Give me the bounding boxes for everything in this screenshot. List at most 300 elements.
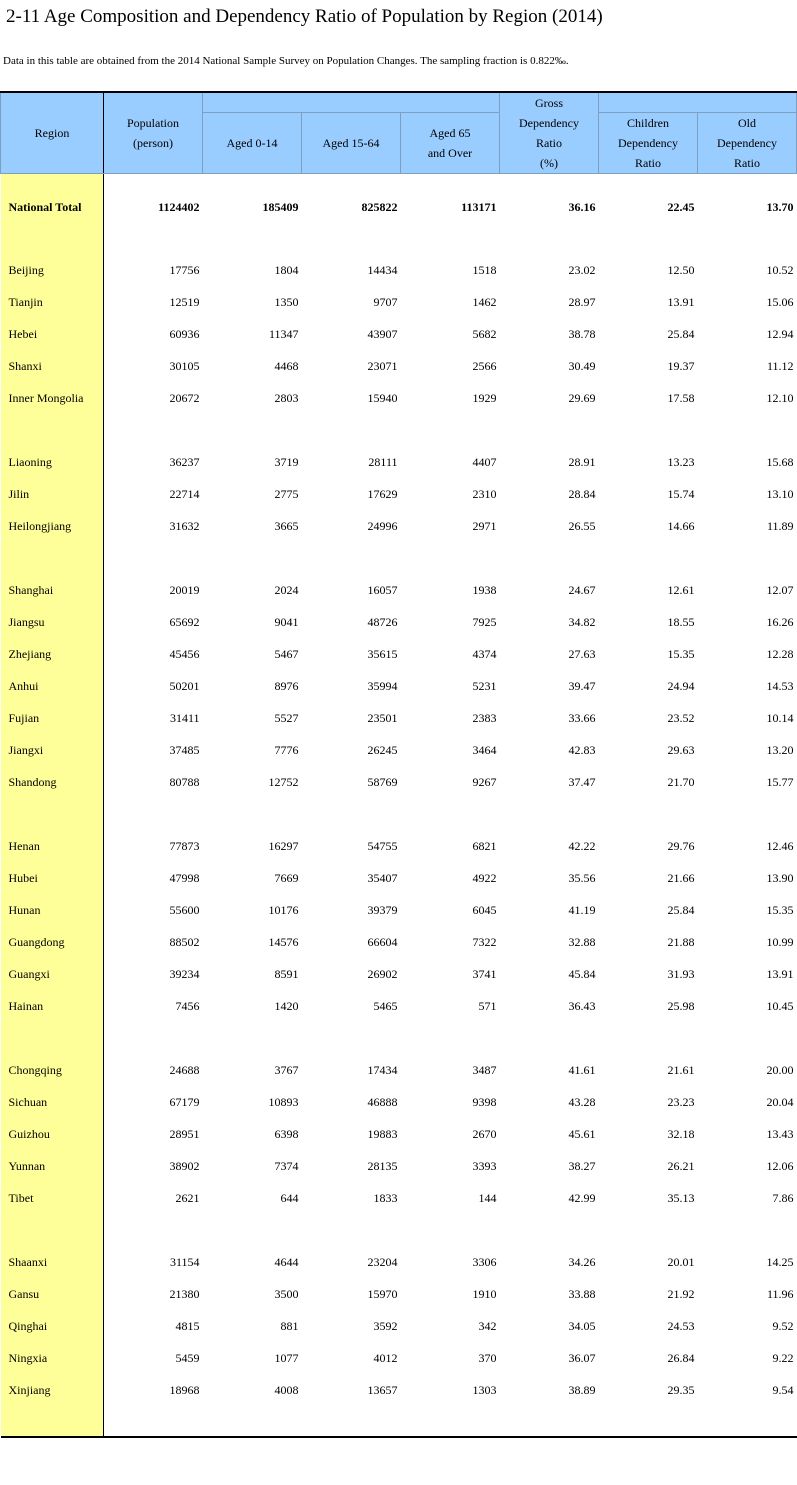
cell-aged-0-14: 5527 [274,710,299,725]
spacer-row [1,1406,797,1437]
spacer-cell [698,1406,797,1437]
cell-old-ratio: 11.96 [766,1286,794,1301]
cell-old-ratio: 10.99 [766,934,794,949]
cell-aged-65: 1303 [472,1382,497,1397]
table-row [1,1374,797,1406]
cell-gross-ratio: 26.55 [568,518,596,533]
spacer-cell [203,1022,302,1054]
cell-region: Sichuan [1,1086,104,1118]
table-row [1,1246,797,1278]
spacer-cell [104,798,203,830]
cell-aged-15-64: 66604 [367,934,398,949]
cell-population: 22714 [169,486,200,501]
cell-gross-ratio: 43.28 [568,1094,596,1109]
cell-old-ratio: 14.25 [766,1254,794,1269]
cell-aged-0-14: 3719 [274,454,299,469]
cell-aged-15-64: 54755 [367,838,398,853]
table-row [1,990,797,1022]
cell-children-ratio: 32.18 [667,1126,695,1141]
spacer-cell [104,1406,203,1437]
header-children-ratio [599,113,698,174]
cell-aged-65: 1462 [472,294,497,309]
cell-old-ratio: 13.91 [766,966,794,981]
cell-population: 24688 [169,1062,200,1077]
spacer-cell [500,1406,599,1437]
cell-region: Ningxia [1,1342,104,1374]
cell-children-ratio: 31.93 [667,966,695,981]
cell-region: Guizhou [1,1118,104,1150]
cell-old-ratio: 15.35 [766,902,794,917]
cell-population: 67179 [169,1094,200,1109]
cell-children-ratio: 18.55 [667,614,695,629]
cell-aged-65: 1518 [472,262,497,277]
cell-children-ratio: 23.23 [667,1094,695,1109]
cell-gross-ratio: 28.91 [568,454,596,469]
table-row [1,702,797,734]
cell-aged-0-14: 4468 [274,358,299,373]
spacer-cell [599,542,698,574]
spacer-row [1,240,797,254]
cell-region: Jiangsu [1,606,104,638]
cell-children-ratio: 20.01 [667,1254,695,1269]
spacer-cell [599,1406,698,1437]
header-gross-line3: Ratio [536,136,563,150]
cell-aged-15-64: 14434 [367,262,398,277]
header-children-line1: Children [627,116,670,130]
cell-children-ratio: 35.13 [667,1190,695,1205]
cell-aged-65: 5682 [472,326,497,341]
table-row [1,734,797,766]
cell-aged-0-14: 3665 [274,518,299,533]
cell-old-ratio: 13.10 [766,486,794,501]
cell-gross-ratio: 45.61 [568,1126,596,1141]
cell-old-ratio: 11.12 [766,358,794,373]
spacer-cell [698,1214,797,1246]
spacer-cell [104,1022,203,1054]
spacer-cell [500,1214,599,1246]
cell-aged-15-64: 825822 [361,199,398,214]
cell-old-ratio: 13.20 [766,742,794,757]
header-children-line2: Dependency [618,136,678,150]
cell-aged-0-14: 644 [280,1190,299,1205]
cell-region: Shanxi [1,350,104,382]
spacer-cell [302,798,401,830]
cell-population: 7456 [175,998,200,1013]
cell-population: 80788 [169,774,200,789]
cell-region: Xinjiang [1,1374,104,1406]
spacer-cell [302,1214,401,1246]
cell-children-ratio: 24.53 [667,1318,695,1333]
cell-aged-65: 3464 [472,742,497,757]
cell-children-ratio: 21.66 [667,870,695,885]
table-row [1,958,797,990]
cell-gross-ratio: 34.26 [568,1254,596,1269]
cell-aged-0-14: 7776 [274,742,299,757]
cell-aged-15-64: 9707 [373,294,398,309]
cell-old-ratio: 16.26 [766,614,794,629]
cell-old-ratio: 15.77 [766,774,794,789]
header-ratio-span [599,92,797,113]
table-body [1,174,797,1438]
cell-aged-0-14: 1420 [274,998,299,1013]
spacer-cell [599,414,698,446]
cell-aged-65: 2310 [472,486,497,501]
table-row [1,382,797,414]
spacer-cell [104,414,203,446]
header-old-ratio [698,113,797,174]
spacer-cell [401,542,500,574]
cell-old-ratio: 12.46 [766,838,794,853]
spacer-row [1,1022,797,1054]
spacer-cell [1,414,104,446]
cell-population: 12519 [169,294,200,309]
cell-region: Hunan [1,894,104,926]
cell-old-ratio: 10.45 [766,998,794,1013]
cell-aged-65: 2383 [472,710,497,725]
cell-aged-65: 2566 [472,358,497,373]
cell-region: Chongqing [1,1054,104,1086]
cell-old-ratio: 11.89 [766,518,794,533]
cell-gross-ratio: 23.02 [568,262,596,277]
cell-old-ratio: 14.53 [766,678,794,693]
spacer-cell [401,798,500,830]
cell-children-ratio: 13.23 [667,454,695,469]
header-children-line3: Ratio [635,156,662,170]
header-old-line1: Old [738,116,757,130]
table-row [1,766,797,798]
cell-gross-ratio: 36.16 [568,199,596,214]
cell-aged-0-14: 3767 [274,1062,299,1077]
cell-gross-ratio: 39.47 [568,678,596,693]
table-row [1,638,797,670]
cell-region: Hebei [1,318,104,350]
cell-aged-15-64: 5465 [373,998,398,1013]
cell-gross-ratio: 36.43 [568,998,596,1013]
spacer-cell [500,542,599,574]
table-row [1,1182,797,1214]
cell-population: 17756 [169,262,200,277]
cell-population: 60936 [169,326,200,341]
header-aged-0-14: Aged 0-14 [203,113,302,174]
spacer-cell [599,240,698,254]
header-region: Region [1,92,104,174]
spacer-cell [203,542,302,574]
cell-aged-65: 1938 [472,582,497,597]
cell-children-ratio: 29.63 [667,742,695,757]
table-header [1,92,797,174]
cell-population: 77873 [169,838,200,853]
cell-aged-0-14: 12752 [268,774,299,789]
table-note: Data in this table are obtained from the 2014 National Sample Survey on Population Changes. The sampling fraction is 0.822‰. [3,55,569,67]
header-aged-65-line1: Aged 65 [429,126,471,140]
cell-aged-15-64: 15940 [367,390,398,405]
cell-gross-ratio: 38.27 [568,1158,596,1173]
cell-aged-15-64: 17434 [367,1062,398,1077]
cell-aged-0-14: 1804 [274,262,299,277]
cell-children-ratio: 26.84 [667,1350,695,1365]
table-row [1,862,797,894]
spacer-cell [698,240,797,254]
cell-aged-15-64: 4012 [373,1350,398,1365]
cell-aged-0-14: 881 [280,1318,299,1333]
cell-old-ratio: 15.68 [766,454,794,469]
cell-aged-15-64: 17629 [367,486,398,501]
cell-gross-ratio: 36.07 [568,1350,596,1365]
cell-aged-65: 3487 [472,1062,497,1077]
cell-gross-ratio: 41.61 [568,1062,596,1077]
page-title: 2-11 Age Composition and Dependency Ratio of Population by Region (2014) [6,6,603,27]
cell-region: Beijing [1,254,104,286]
cell-old-ratio: 12.28 [766,646,794,661]
spacer-cell [1,1406,104,1437]
table-row [1,1310,797,1342]
cell-old-ratio: 12.06 [766,1158,794,1173]
cell-aged-0-14: 7669 [274,870,299,885]
cell-children-ratio: 15.74 [667,486,695,501]
cell-aged-65: 6045 [472,902,497,917]
cell-children-ratio: 14.66 [667,518,695,533]
cell-gross-ratio: 27.63 [568,646,596,661]
header-age-group-span [203,92,500,113]
cell-aged-65: 3393 [472,1158,497,1173]
spacer-cell [500,798,599,830]
cell-region: Jiangxi [1,734,104,766]
spacer-cell [302,240,401,254]
cell-aged-0-14: 14576 [268,934,299,949]
cell-children-ratio: 25.98 [667,998,695,1013]
cell-region: National Total [1,174,104,241]
cell-gross-ratio: 30.49 [568,358,596,373]
cell-aged-0-14: 5467 [274,646,299,661]
spacer-cell [302,542,401,574]
cell-aged-0-14: 185409 [262,199,299,214]
spacer-cell [698,542,797,574]
cell-population: 1124402 [158,199,200,214]
header-gross-line2: Dependency [519,116,579,130]
cell-population: 31154 [169,1254,200,1269]
cell-region: Inner Mongolia [1,382,104,414]
cell-old-ratio: 13.43 [766,1126,794,1141]
cell-population: 30105 [169,358,200,373]
cell-gross-ratio: 41.19 [568,902,596,917]
table-row [1,254,797,286]
cell-aged-0-14: 10176 [268,902,299,917]
cell-population: 45456 [169,646,200,661]
spacer-cell [500,240,599,254]
table-row [1,894,797,926]
cell-children-ratio: 15.35 [667,646,695,661]
cell-population: 65692 [169,614,200,629]
spacer-cell [302,1406,401,1437]
table-row [1,606,797,638]
cell-aged-15-64: 16057 [367,582,398,597]
cell-aged-15-64: 39379 [367,902,398,917]
cell-population: 18968 [169,1382,200,1397]
cell-aged-0-14: 16297 [268,838,299,853]
cell-population: 21380 [169,1286,200,1301]
cell-region: Qinghai [1,1310,104,1342]
header-aged-65 [401,113,500,174]
cell-region: Yunnan [1,1150,104,1182]
spacer-cell [203,1406,302,1437]
cell-aged-65: 5231 [472,678,497,693]
cell-region: Zhejiang [1,638,104,670]
cell-children-ratio: 19.37 [667,358,695,373]
cell-gross-ratio: 29.69 [568,390,596,405]
cell-children-ratio: 26.21 [667,1158,695,1173]
cell-aged-0-14: 9041 [274,614,299,629]
cell-region: Anhui [1,670,104,702]
cell-old-ratio: 9.22 [772,1350,794,1365]
spacer-row [1,542,797,574]
cell-children-ratio: 21.61 [667,1062,695,1077]
spacer-cell [203,1214,302,1246]
spacer-cell [401,1214,500,1246]
cell-aged-0-14: 1350 [274,294,299,309]
cell-old-ratio: 9.52 [772,1318,794,1333]
cell-region: Liaoning [1,446,104,478]
spacer-cell [104,240,203,254]
cell-gross-ratio: 32.88 [568,934,596,949]
table-row [1,926,797,958]
cell-gross-ratio: 33.88 [568,1286,596,1301]
cell-aged-15-64: 43907 [367,326,398,341]
cell-aged-65: 3306 [472,1254,497,1269]
header-gross-line4: (%) [540,156,559,170]
cell-aged-65: 2971 [472,518,497,533]
cell-region: Guangxi [1,958,104,990]
cell-aged-65: 370 [478,1350,497,1365]
cell-aged-15-64: 28135 [367,1158,398,1173]
cell-aged-15-64: 13657 [367,1382,398,1397]
spacer-cell [599,1022,698,1054]
cell-gross-ratio: 34.05 [568,1318,596,1333]
cell-region: Fujian [1,702,104,734]
cell-aged-65: 1910 [472,1286,497,1301]
cell-gross-ratio: 45.84 [568,966,596,981]
table-row-national-total [1,174,797,241]
cell-aged-15-64: 19883 [367,1126,398,1141]
spacer-cell [1,240,104,254]
cell-region: Hainan [1,990,104,1022]
cell-aged-65: 113171 [461,199,497,214]
spacer-row [1,798,797,830]
spacer-cell [203,798,302,830]
cell-aged-0-14: 11347 [268,326,299,341]
cell-gross-ratio: 42.83 [568,742,596,757]
spacer-cell [203,414,302,446]
table-row [1,318,797,350]
cell-region: Shaanxi [1,1246,104,1278]
cell-aged-65: 4922 [472,870,497,885]
cell-old-ratio: 10.14 [766,710,794,725]
cell-aged-0-14: 3500 [274,1286,299,1301]
population-table [0,91,797,1438]
table-row [1,286,797,318]
cell-population: 55600 [169,902,200,917]
table-row [1,670,797,702]
header-population-line2: (person) [133,136,173,150]
cell-old-ratio: 12.07 [766,582,794,597]
cell-children-ratio: 17.58 [667,390,695,405]
cell-population: 50201 [169,678,200,693]
cell-aged-65: 9267 [472,774,497,789]
cell-population: 31411 [169,710,200,725]
header-aged-65-line2: and Over [427,146,473,160]
cell-aged-15-64: 23071 [367,358,398,373]
cell-population: 2621 [175,1190,200,1205]
spacer-row [1,414,797,446]
spacer-cell [401,240,500,254]
cell-aged-0-14: 6398 [274,1126,299,1141]
table-row [1,510,797,542]
cell-children-ratio: 21.70 [667,774,695,789]
cell-old-ratio: 7.86 [772,1190,794,1205]
cell-aged-0-14: 7374 [274,1158,299,1173]
cell-children-ratio: 12.50 [667,262,695,277]
cell-aged-15-64: 1833 [373,1190,398,1205]
cell-aged-15-64: 35407 [367,870,398,885]
cell-old-ratio: 13.90 [766,870,794,885]
spacer-cell [401,1406,500,1437]
header-population-line1: Population [126,116,179,130]
cell-gross-ratio: 33.66 [568,710,596,725]
cell-aged-15-64: 23501 [367,710,398,725]
spacer-cell [500,414,599,446]
cell-aged-15-64: 46888 [367,1094,398,1109]
spacer-cell [401,1022,500,1054]
cell-aged-65: 7925 [472,614,497,629]
table-row [1,1150,797,1182]
cell-population: 4815 [175,1318,200,1333]
cell-aged-15-64: 28111 [368,454,398,469]
cell-children-ratio: 25.84 [667,902,695,917]
cell-aged-65: 2670 [472,1126,497,1141]
cell-gross-ratio: 28.84 [568,486,596,501]
table-row [1,1086,797,1118]
cell-population: 88502 [169,934,200,949]
cell-region: Gansu [1,1278,104,1310]
header-gross-ratio [500,92,599,174]
cell-aged-65: 144 [478,1190,497,1205]
cell-gross-ratio: 38.89 [568,1382,596,1397]
cell-population: 37485 [169,742,200,757]
cell-gross-ratio: 24.67 [568,582,596,597]
cell-aged-0-14: 4644 [274,1254,299,1269]
cell-old-ratio: 10.52 [766,262,794,277]
cell-gross-ratio: 37.47 [568,774,596,789]
header-old-line3: Ratio [734,156,761,170]
table-row [1,478,797,510]
cell-population: 20672 [169,390,200,405]
cell-population: 20019 [169,582,200,597]
cell-aged-0-14: 2024 [274,582,299,597]
cell-children-ratio: 25.84 [667,326,695,341]
cell-region: Hubei [1,862,104,894]
cell-population: 38902 [169,1158,200,1173]
cell-aged-65: 571 [478,998,497,1013]
cell-region: Henan [1,830,104,862]
cell-aged-15-64: 26245 [367,742,398,757]
cell-aged-15-64: 24996 [367,518,398,533]
spacer-cell [302,414,401,446]
cell-aged-0-14: 2775 [274,486,299,501]
cell-region: Guangdong [1,926,104,958]
data-table-container [0,91,797,1438]
cell-old-ratio: 12.10 [766,390,794,405]
cell-aged-65: 342 [478,1318,497,1333]
cell-population: 36237 [169,454,200,469]
